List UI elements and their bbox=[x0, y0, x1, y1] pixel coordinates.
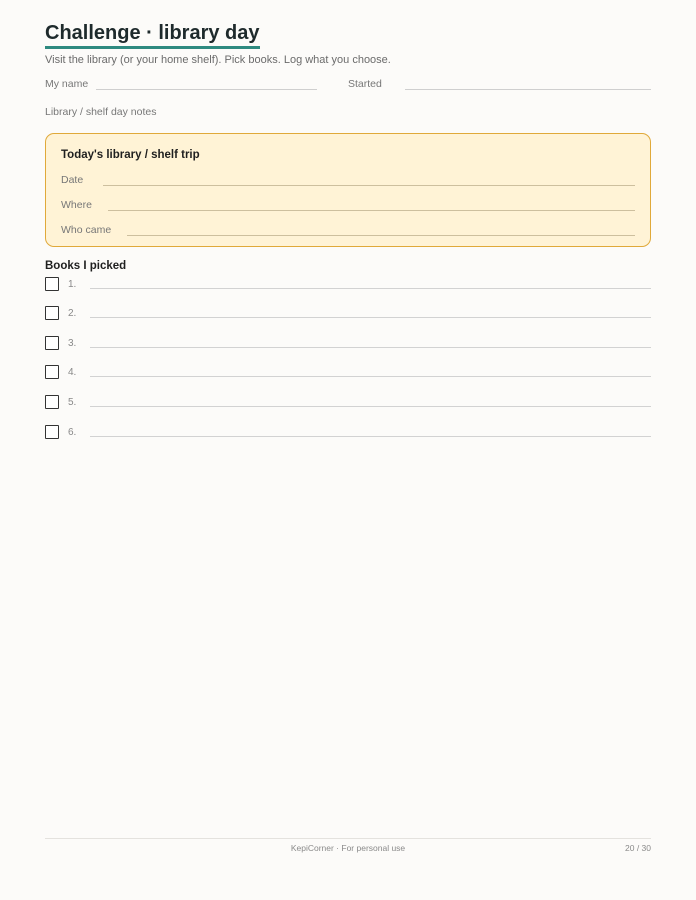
notes-label: Library / shelf day notes bbox=[45, 106, 157, 118]
book-row bbox=[45, 277, 651, 293]
book-checkbox[interactable] bbox=[45, 395, 59, 409]
book-number: 4. bbox=[68, 367, 77, 378]
book-field[interactable] bbox=[90, 288, 651, 289]
book-number: 6. bbox=[68, 427, 77, 438]
book-number: 1. bbox=[68, 279, 77, 290]
book-number: 2. bbox=[68, 308, 77, 319]
book-field[interactable] bbox=[90, 317, 651, 318]
book-row bbox=[45, 395, 651, 411]
book-row bbox=[45, 425, 651, 441]
where-label: Where bbox=[61, 199, 92, 211]
trip-box bbox=[45, 133, 651, 247]
started-field[interactable] bbox=[405, 89, 651, 90]
who-came-field[interactable] bbox=[127, 235, 635, 236]
book-checkbox[interactable] bbox=[45, 306, 59, 320]
footer-brand: KepiCorner · For personal use bbox=[290, 843, 406, 853]
book-number: 5. bbox=[68, 397, 77, 408]
book-field[interactable] bbox=[90, 376, 651, 377]
book-checkbox[interactable] bbox=[45, 336, 59, 350]
book-row bbox=[45, 336, 651, 352]
page-title: Challenge · library day bbox=[45, 21, 260, 49]
name-started-row bbox=[45, 78, 651, 92]
trip-row-who-came bbox=[61, 224, 635, 238]
date-label: Date bbox=[61, 174, 84, 186]
book-field[interactable] bbox=[90, 406, 651, 407]
trip-heading: Today's library / shelf trip bbox=[61, 149, 200, 161]
book-row bbox=[45, 306, 651, 322]
date-field[interactable] bbox=[103, 185, 635, 186]
book-row bbox=[45, 365, 651, 381]
worksheet-page bbox=[45, 0, 651, 900]
name-label: My name bbox=[45, 78, 89, 90]
trip-row-date bbox=[61, 174, 635, 188]
who-came-label: Who came bbox=[61, 224, 112, 236]
page-number: 20 / 30 bbox=[625, 843, 651, 853]
book-checkbox[interactable] bbox=[45, 277, 59, 291]
footer-divider bbox=[45, 838, 651, 839]
page-subtitle: Visit the library (or your home shelf). Pick books. Log what you choose. bbox=[45, 54, 391, 66]
book-number: 3. bbox=[68, 338, 77, 349]
started-label: Started bbox=[348, 78, 382, 90]
book-checkbox[interactable] bbox=[45, 425, 59, 439]
books-heading: Books I picked bbox=[45, 260, 127, 272]
book-checkbox[interactable] bbox=[45, 365, 59, 379]
trip-row-where bbox=[61, 199, 635, 213]
where-field[interactable] bbox=[108, 210, 635, 211]
book-field[interactable] bbox=[90, 347, 651, 348]
name-field[interactable] bbox=[96, 89, 317, 90]
book-field[interactable] bbox=[90, 436, 651, 437]
